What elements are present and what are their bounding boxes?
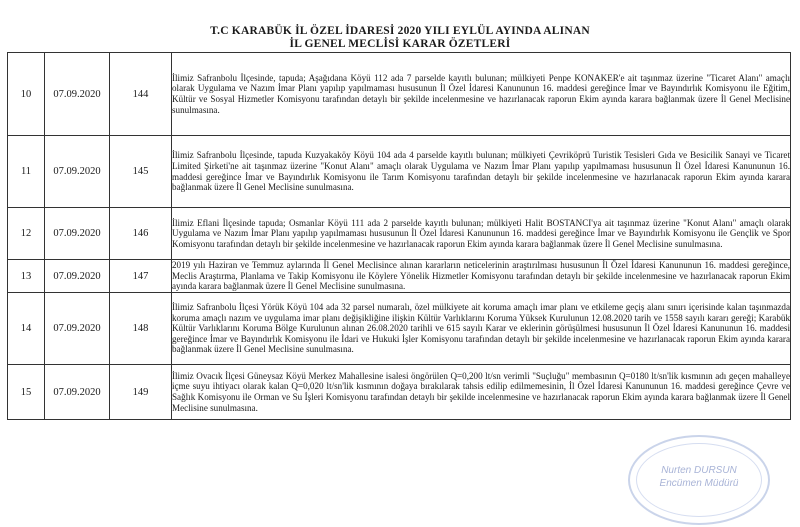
table-row xyxy=(8,260,791,293)
decision-number: 149 xyxy=(110,365,172,420)
table-row xyxy=(8,208,791,260)
row-number: 13 xyxy=(8,260,45,293)
decisions-table xyxy=(7,52,791,420)
decision-summary: İlimiz Ovacık İlçesi Güneysaz Köyü Merkez Mahallesine isalesi öngörülen Q=0,200 lt/sn verimli "Suçluğu" membasının Q=0180 lt/sn'lik kısmının adı geçen mahalleye içme suyu ihtiyacı olarak kalan Q=0,020 lt/sn'lik kısmının doğaya bırakılarak tahsis edilip edilmemesinin, İl Özel İdaresi Kanununun 16. maddesi gereğince Çevre ve Sağlık Komisyonu ile Orman ve Su İşleri Komisyonu tarafından detaylı bir şekilde incelenmesine ve hazırlanacak raporun Ekim ayında karara bağlanmak üzere İl Genel Meclisine sunulmasına. xyxy=(172,365,791,420)
decision-summary: İlimiz Safranbolu İlçesi Yörük Köyü 104 ada 32 parsel numaralı, özel mülkiyete ait koruma amaçlı imar planı ve etkileme geçiş alanı sınırı içerisinde kalan taşınmazda koruma amaçlı nazım ve uygulama imar planı değişikliğine ilişkin Kültür Varlıklarını Koruma Yüksek Kurulunun 12.08.2020 tarih ve 1558 sayılı kararı gereği; Karabük Kültür Varlıklarını Koruma Bölge Kurulunun alınan 26.08.2020 tarihli ve 615 sayılı Karar ve eklerinin görüşülmesi hususunun İl Özel İdaresi Kanununun 16. maddesi gereğince İmar ve Bayındırlık Komisyonu ile İdari ve Hukuki İşler Komisyonu tarafından detaylı bir şekilde incelenmesine ve hazırlanacak raporun Ekim ayında karara bağlanmak üzere İl Genel Meclisine sunulmasına. xyxy=(172,293,791,365)
stamp-title: Encümen Müdürü xyxy=(659,478,739,489)
table-row xyxy=(8,53,791,136)
stamp-name: Nurten DURSUN xyxy=(661,465,737,476)
official-stamp xyxy=(628,435,770,525)
table-row xyxy=(8,365,791,420)
meeting-date: 07.09.2020 xyxy=(45,136,110,208)
row-number: 11 xyxy=(8,136,45,208)
decision-summary: İlimiz Eflani İlçesinde tapuda; Osmanlar Köyü 111 ada 2 parselde kayıtlı bulunan; mülkiyeti Halit BOSTANCI'ya ait taşınmaz üzerine "Konut Alanı" amaçlı olarak Uygulama ve Nazım İmar Planı yapılıp yapılmaması hususunun İl Özel İdaresi Kanununun 16. maddesi gereğince İmar ve Bayındırlık Komisyonu ile Gençlik ve Spor Komisyonu tarafından detaylı bir şekilde incelenmesine ve hazırlanacak raporun Ekim ayında karara bağlanmak üzere İl Genel Meclisine sunulmasına. xyxy=(172,208,791,260)
decision-number: 145 xyxy=(110,136,172,208)
meeting-date: 07.09.2020 xyxy=(45,365,110,420)
row-number: 10 xyxy=(8,53,45,136)
document-title-line-1: T.C KARABÜK İL ÖZEL İDARESİ 2020 YILI EYLÜL AYINDA ALINAN xyxy=(210,25,590,37)
document-title-line-2: İL GENEL MECLİSİ KARAR ÖZETLERİ xyxy=(289,38,511,50)
meeting-date: 07.09.2020 xyxy=(45,53,110,136)
decision-summary: İlimiz Safranbolu İlçesinde, tapuda; Aşağıdana Köyü 112 ada 7 parselde kayıtlı bulunan; mülkiyeti Penpe KONAKER'e ait taşınmaz üzerine "Ticaret Alanı" amaçlı olarak Uygulama ve Nazım İmar Planı yapılıp yapılmaması hususunun İl Özel İdaresi Kanununun 16. maddesi gereğince İmar ve Bayındırlık Komisyonu ile Eğitim, Kültür ve Sosyal Hizmetler Komisyonu tarafından detaylı bir şekilde incelenmesine ve hazırlanacak raporun Ekim ayında karara bağlanmak üzere İl Genel Meclisine sunulmasına. xyxy=(172,53,791,136)
row-number: 12 xyxy=(8,208,45,260)
row-number: 15 xyxy=(8,365,45,420)
table-row xyxy=(8,293,791,365)
meeting-date: 07.09.2020 xyxy=(45,208,110,260)
decision-summary: İlimiz Safranbolu İlçesinde, tapuda Kuzyakaköy Köyü 104 ada 4 parselde kayıtlı bulunan; mülkiyeti Çevriköprü Turistik Tesisleri Gıda ve Besicilik Sanayi ve Ticaret Limited Şirketi'ne ait taşınmaz üzerine "Konut Alanı" amaçlı olarak Uygulama ve Nazım İmar Planı yapılıp yapılmaması hususunun İl Özel İdaresi Kanununun 16. maddesi gereğince İmar ve Bayındırlık Komisyonu ile Tarım Komisyonu tarafından detaylı bir şekilde incelenmesine ve hazırlanacak raporun Ekim ayında karara bağlanmak üzere İl Genel Meclisine sunulmasına. xyxy=(172,136,791,208)
row-number: 14 xyxy=(8,293,45,365)
decision-summary: 2019 yılı Haziran ve Temmuz aylarında İl Genel Meclisince alınan kararların neticelerinin araştırılması hususunun İl Özel İdaresi Kanununun 16. maddesi gereğince, Meclis Araştırma, Planlama ve Takip Komisyonu ile Köylere Yönelik Hizmetler Komisyonu tarafından detaylı bir şekilde incelenmesine ve hazırlanacak raporun Ekim ayında karara bağlanmak üzere İl Genel Meclisine sunulmasına. xyxy=(172,260,790,292)
meeting-date: 07.09.2020 xyxy=(45,260,110,293)
meeting-date: 07.09.2020 xyxy=(45,293,110,365)
table-row xyxy=(8,136,791,208)
decision-number: 148 xyxy=(110,293,172,365)
decision-number: 146 xyxy=(110,208,172,260)
decision-number: 147 xyxy=(110,260,172,293)
decision-number: 144 xyxy=(110,53,172,136)
